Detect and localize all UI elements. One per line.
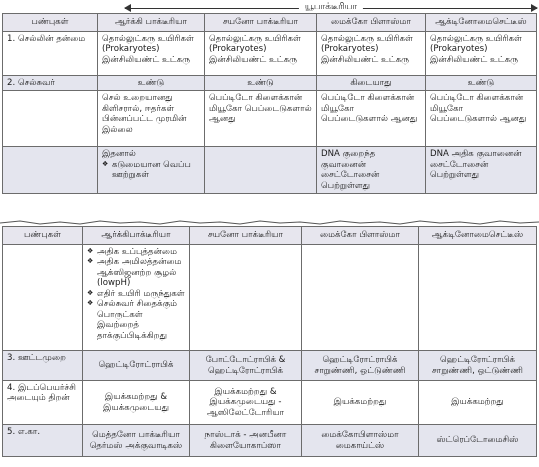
- row-label-cell: [3, 381, 83, 425]
- row-label: இடப்பெயர்ச்சி அடையும் திறன்: [7, 383, 76, 404]
- cell: [302, 245, 419, 351]
- table1-header-row: [3, 14, 537, 32]
- cell: போட்டோட்ராபிக் & ஹெட்டிரோட்ராபிக்: [190, 351, 302, 381]
- bullet-item: ❖ எதிர் உயிரி மருந்துகள்: [87, 289, 185, 299]
- row-label-cell: [3, 147, 98, 194]
- cell: மெத்தனோ பாக்டீரியா தெர்மஸ் அக்குவாடிகஸ்: [83, 425, 190, 457]
- row-label: செல்லின் தன்மை: [17, 34, 86, 44]
- header-mycoplasma: மைக்கோ பிளாஸ்மா: [317, 14, 426, 32]
- row-number: 5.: [7, 427, 16, 437]
- row-number: 2.: [7, 78, 16, 88]
- table2-header-row: [3, 227, 537, 245]
- header-cyanobacteria: சயனோ பாக்டீரியா: [190, 227, 302, 245]
- cell: உண்டு: [205, 76, 317, 91]
- cell: இயக்கமற்றது: [419, 381, 537, 425]
- table-row: [3, 91, 537, 147]
- cell: இயக்கமற்றது & இயக்கமுடையது - ஆஸிலேட்டோரியா: [190, 381, 302, 425]
- comparison-table-part2: [2, 226, 537, 457]
- cell: ஹெட்டிரோட்ராபிக்: [83, 351, 190, 381]
- cell: இயக்கமற்றது: [302, 381, 419, 425]
- table-row: [3, 76, 537, 91]
- bullet-item: ❖ கடுமையான வெப்ப ஊற்றுகள்: [102, 160, 200, 181]
- table-row: [3, 351, 537, 381]
- cell: ஸ்ட்ரெப்டோமைசிஸ்: [419, 425, 537, 457]
- cell: [98, 147, 205, 194]
- cell: தொல்லுட்கரு உயிரிகள் (Prokaryotes) இன்சிலியண்ட் உட்கரு: [317, 32, 426, 76]
- cell: [419, 245, 537, 351]
- row-label-cell: [3, 32, 98, 76]
- cell: [205, 147, 317, 194]
- cell: மைக்கோபிளாஸ்மா மைகாய்ட்ஸ்: [302, 425, 419, 457]
- comparison-table-part1: [2, 13, 537, 194]
- header-archaebacteria: ஆர்க்கிபாக்டீரியா: [83, 227, 190, 245]
- bullet-item: ❖ அதிக உப்புத்தன்மை: [87, 247, 185, 257]
- cell: கிடையாது: [317, 76, 426, 91]
- cell: தொல்லுட்கரு உயிரிகள் (Prokaryotes) இன்சிலியண்ட் உட்கரு: [426, 32, 537, 76]
- cell: ஹெட்டிரோட்ராபிக் சாறுண்ணி, ஒட்டுண்ணி: [419, 351, 537, 381]
- cell: ஹெட்டிரோட்ராபிக் சாறுண்ணி, ஒட்டுண்ணி: [302, 351, 419, 381]
- row-label: ஊட்டமுறை: [17, 353, 66, 363]
- cell: பெப்டிடோ கிளைக்கான் மியூகோ பெப்டைடுகளால் ஆனது: [205, 91, 317, 147]
- bullet-item: ❖ செல்சுவர் சிதைக்கும் பொருட்கள் இவற்றைத் தாக்குப்பிடிக்கிறது: [87, 299, 185, 341]
- row-label: எ.கா.: [17, 427, 41, 437]
- row-label-cell: [3, 351, 83, 381]
- header-mycoplasma: மைக்கோ பிளாஸ்மா: [302, 227, 419, 245]
- table-row: [3, 381, 537, 425]
- cell: பெப்டிடோ கிளைக்கான் மியூகோ பெப்டைடுகளால் ஆனது: [426, 91, 537, 147]
- row-label-cell: [3, 245, 83, 351]
- header-features: பண்புகள்: [3, 14, 98, 32]
- arrow-right-icon: [531, 4, 538, 12]
- table-row: [3, 245, 537, 351]
- cell: நாஸ்டாக் - அனபீனா கிளையோகாப்ஸா: [190, 425, 302, 457]
- cell-text: இதனால்: [102, 149, 136, 160]
- cell: [190, 245, 302, 351]
- bullet-item: ❖ அதிக அமிலத்தன்மை ஆக்ஸிஜனற்ற சூழல் (lowpH): [87, 257, 185, 288]
- cell: உண்டு: [98, 76, 205, 91]
- eubacteria-label: யூபாக்டீரியா: [299, 2, 363, 13]
- header-cyanobacteria: சயனோ பாக்டீரியா: [205, 14, 317, 32]
- row-number: 4.: [7, 383, 16, 393]
- cell: உண்டு: [426, 76, 537, 91]
- table-row: [3, 32, 537, 76]
- header-actinomycetes: ஆக்டினோமைசெட்டீஸ்: [426, 14, 537, 32]
- table-row: [3, 147, 537, 194]
- row-number: 3.: [7, 353, 16, 363]
- header-actinomycetes: ஆக்டினோமைசெட்டீஸ்: [419, 227, 537, 245]
- tolerance-list: [87, 247, 185, 341]
- arrow-left-icon: [124, 4, 131, 12]
- header-archaebacteria: ஆர்க்கி பாக்டீரியா: [98, 14, 205, 32]
- table-row: [3, 425, 537, 457]
- row-label-cell: [3, 425, 83, 457]
- cell: DNA அதிக குவானைன் சைட்டோசைன் பெற்றுள்ளது: [426, 147, 537, 194]
- cell: பெப்டிடோ கிளைக்கான் மியூகோ பெப்டைடுகளால் ஆனது: [317, 91, 426, 147]
- cell: [83, 245, 190, 351]
- cell: DNA குறைந்த குவானைன் சைட்டோசைன் பெற்றுள்ளது: [317, 147, 426, 194]
- row-label-cell: [3, 91, 98, 147]
- header-features: பண்புகள்: [3, 227, 83, 245]
- row-number: 1.: [7, 34, 16, 44]
- cell: இயக்கமற்றது & இயக்கமுடையது: [83, 381, 190, 425]
- cell: தொல்லுட்கரு உயிரிகள் (Prokaryotes) இன்சிலியண்ட் உட்கரு: [205, 32, 317, 76]
- cell: தொல்லுட்கரு உயிரிகள் (Prokaryotes) இன்சிலியண்ட் உட்கரு: [98, 32, 205, 76]
- row-label: செல்சுவர்: [17, 78, 55, 88]
- cell: செல் உறையானது கிளிசரால், ஈதர்கள் பின்னப்பட்ட முரமின் இல்லை: [98, 91, 205, 147]
- row-label-cell: [3, 76, 98, 91]
